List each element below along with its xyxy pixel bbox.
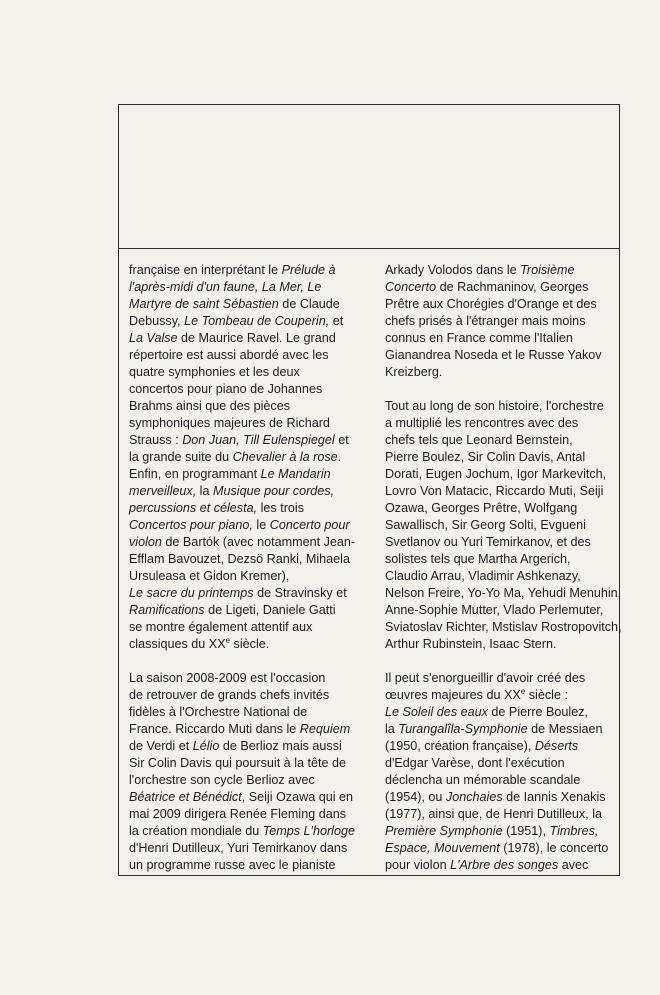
text-line xyxy=(129,279,367,296)
text-line xyxy=(129,466,367,483)
text-line xyxy=(129,415,367,432)
text-run: symphoniques majeures de Richard xyxy=(129,416,330,430)
text-line xyxy=(385,823,621,840)
text-run: . xyxy=(337,450,342,464)
text-run: un programme russe avec le pianiste xyxy=(129,858,336,872)
text-run: Svetlanov ou Yuri Temirkanov, et des xyxy=(385,535,591,549)
text-line xyxy=(385,704,621,721)
text-line xyxy=(385,483,621,500)
text-line xyxy=(129,687,367,704)
text-line xyxy=(385,568,621,585)
right-text-column xyxy=(385,262,621,874)
text-line xyxy=(129,330,367,347)
italic-title: Timbres, xyxy=(549,824,599,838)
text-line xyxy=(129,704,367,721)
text-line xyxy=(129,347,367,364)
text-run: de Berlioz mais aussi xyxy=(219,739,342,753)
text-run: de Verdi et xyxy=(129,739,193,753)
italic-title: Don Juan, Till Eulenspiegel xyxy=(182,433,335,447)
text-run: de Maurice Ravel. Le grand xyxy=(177,331,336,345)
text-line xyxy=(129,568,367,585)
italic-title: violon xyxy=(129,535,162,549)
italic-title: Première Symphonie xyxy=(385,824,503,838)
italic-title: Concerto xyxy=(385,280,437,294)
text-run: de Pierre Boulez, xyxy=(487,705,589,719)
italic-title: Le Soleil des eaux xyxy=(385,705,488,719)
italic-title: percussions et célesta, xyxy=(129,501,258,515)
text-run: l'orchestre son cycle Berlioz avec xyxy=(129,773,315,787)
text-run: Dorati, Eugen Jochum, Igor Markevitch, xyxy=(385,467,607,481)
text-run: La saison 2008-2009 est l'occasion xyxy=(129,671,326,685)
text-line xyxy=(129,585,367,602)
text-line xyxy=(385,585,621,602)
text-run: Gianandrea Noseda et le Russe Yakov xyxy=(385,348,602,362)
text-run: Pierre Boulez, Sir Colin Davis, Antal xyxy=(385,450,586,464)
text-run: le xyxy=(252,518,270,532)
text-line xyxy=(129,551,367,568)
text-line xyxy=(385,721,621,738)
text-line xyxy=(385,279,621,296)
text-run: (1951), xyxy=(502,824,550,838)
text-run: d'Edgar Varèse, dont l'exécution xyxy=(385,756,565,770)
text-line xyxy=(385,670,621,687)
text-line xyxy=(129,738,367,755)
text-line xyxy=(385,517,621,534)
text-run: chefs tels que Leonard Bernstein, xyxy=(385,433,573,447)
text-run: Prêtre aux Chorégies d'Orange et des xyxy=(385,297,597,311)
text-run: française en interprétant le xyxy=(129,263,282,277)
text-line xyxy=(129,381,367,398)
text-run: de Rachmaninov, Georges xyxy=(436,280,589,294)
text-run: Sviatoslav Richter, Mstislav Rostropovitch, xyxy=(385,620,622,634)
text-line xyxy=(129,636,367,653)
text-line xyxy=(385,738,621,755)
text-line xyxy=(129,364,367,381)
text-run: quatre symphonies et les deux xyxy=(129,365,300,379)
text-run: la xyxy=(196,484,213,498)
paragraph-gap xyxy=(385,381,621,398)
text-line xyxy=(385,296,621,313)
text-line xyxy=(129,602,367,619)
text-line xyxy=(129,857,367,874)
text-run: œuvres majeures du XX xyxy=(385,688,521,702)
text-line xyxy=(385,415,621,432)
text-run: Claudio Arrau, Vladimir Ashkenazy, xyxy=(385,569,581,583)
text-run: Kreizberg. xyxy=(385,365,443,379)
text-run: Efflam Bavouzet, Dezsö Ranki, Mihaela xyxy=(129,552,350,566)
text-line xyxy=(129,262,367,279)
text-run: de Ligeti, Daniele Gatti xyxy=(204,603,336,617)
text-line xyxy=(129,500,367,517)
text-run: concertos pour piano de Johannes xyxy=(129,382,323,396)
text-run: les trois xyxy=(257,501,304,515)
text-line xyxy=(129,721,367,738)
text-run: déclencha un mémorable scandale xyxy=(385,773,581,787)
text-line xyxy=(385,466,621,483)
text-run: de retrouver de grands chefs invités xyxy=(129,688,330,702)
italic-title: Troisième xyxy=(520,263,575,277)
text-run: Sir Colin Davis qui poursuit à la tête de xyxy=(129,756,347,770)
paragraph-gap xyxy=(385,653,621,670)
text-run: pour violon xyxy=(385,858,451,872)
text-run: Arkady Volodos dans le xyxy=(385,263,521,277)
text-line xyxy=(385,772,621,789)
italic-title: Prélude à xyxy=(281,263,336,277)
text-line xyxy=(385,840,621,857)
text-run: de Bartók (avec notamment Jean- xyxy=(161,535,356,549)
italic-title: Le Mandarin xyxy=(260,467,331,481)
italic-title: Déserts xyxy=(534,739,579,753)
text-line xyxy=(385,262,621,279)
text-run: (1950, création française), xyxy=(385,739,535,753)
text-line xyxy=(385,449,621,466)
italic-title: merveilleux, xyxy=(129,484,197,498)
text-run: de Messiaen xyxy=(527,722,603,736)
text-line xyxy=(385,806,621,823)
text-line xyxy=(385,330,621,347)
text-run: la création mondiale du xyxy=(129,824,263,838)
superscript: e xyxy=(520,687,526,696)
italic-title: Béatrice et Bénédict xyxy=(129,790,242,804)
text-line xyxy=(385,364,621,381)
text-line xyxy=(129,840,367,857)
italic-title: Turangalîla-Symphonie xyxy=(398,722,528,736)
text-line xyxy=(385,534,621,551)
text-line xyxy=(385,636,621,653)
text-line xyxy=(385,347,621,364)
paragraph-gap xyxy=(129,653,367,670)
text-line xyxy=(129,806,367,823)
text-run: Ursuleasa et Gidon Kremer), xyxy=(129,569,290,583)
text-line xyxy=(129,755,367,772)
italic-title: La Valse xyxy=(129,331,178,345)
text-line xyxy=(129,483,367,500)
italic-title: Le Tombeau de Couperin, xyxy=(184,314,330,328)
text-run: Sawallisch, Sir Georg Solti, Evgueni xyxy=(385,518,586,532)
text-line xyxy=(129,670,367,687)
text-run: mai 2009 dirigera Renée Fleming dans xyxy=(129,807,347,821)
text-line xyxy=(385,789,621,806)
text-run: Tout au long de son histoire, l'orchestre xyxy=(385,399,604,413)
text-line xyxy=(385,313,621,330)
text-run: et xyxy=(334,433,349,447)
text-line xyxy=(129,789,367,806)
text-run: répertoire est aussi abordé avec les xyxy=(129,348,329,362)
text-line xyxy=(129,398,367,415)
italic-title: Chevalier à la rose xyxy=(232,450,338,464)
text-run: connus en France comme l'Italien xyxy=(385,331,573,345)
text-run: (1977), ainsi que, de Henri Dutilleux, la xyxy=(385,807,603,821)
text-line xyxy=(129,619,367,636)
text-line xyxy=(385,857,621,874)
text-line xyxy=(129,772,367,789)
text-line xyxy=(129,534,367,551)
text-line xyxy=(129,432,367,449)
text-run: Lovro Von Matacic, Riccardo Muti, Seiji xyxy=(385,484,604,498)
text-run: Arthur Rubinstein, Isaac Stern. xyxy=(385,637,557,651)
page-frame xyxy=(118,104,620,876)
italic-title: Musique pour cordes, xyxy=(213,484,335,498)
italic-title: Requiem xyxy=(299,722,351,736)
italic-title: Temps L'horloge xyxy=(262,824,355,838)
text-run: de Claude xyxy=(278,297,340,311)
text-line xyxy=(129,313,367,330)
italic-title: Lélio xyxy=(192,739,220,753)
text-line xyxy=(385,500,621,517)
text-run: , Seiji Ozawa qui en xyxy=(241,790,354,804)
text-run: (1978), le concerto xyxy=(499,841,609,855)
text-line xyxy=(385,432,621,449)
superscript: e xyxy=(225,636,231,645)
text-line xyxy=(385,398,621,415)
italic-title: Le sacre du printemps xyxy=(129,586,254,600)
italic-title: Ramifications xyxy=(129,603,205,617)
text-run: la xyxy=(385,722,399,736)
text-line xyxy=(385,687,621,704)
text-run: Debussy, xyxy=(129,314,185,328)
text-run: fidèles à l'Orchestre National de xyxy=(129,705,308,719)
italic-title: Espace, Mouvement xyxy=(385,841,500,855)
text-line xyxy=(385,619,621,636)
text-line xyxy=(129,296,367,313)
italic-title: L'Arbre des songes xyxy=(450,858,559,872)
text-run: France. Riccardo Muti dans le xyxy=(129,722,300,736)
text-line xyxy=(129,517,367,534)
text-run: siècle : xyxy=(525,688,568,702)
text-run: de Stravinsky et xyxy=(253,586,347,600)
text-run: (1954), ou xyxy=(385,790,446,804)
italic-title: l'après-midi d'un faune, La Mer, Le xyxy=(129,280,322,294)
text-run: d'Henri Dutilleux, Yuri Temirkanov dans xyxy=(129,841,348,855)
text-run: siècle. xyxy=(230,637,270,651)
empty-header-box xyxy=(119,105,619,249)
italic-title: Martyre de saint Sébastien xyxy=(129,297,279,311)
text-run: la grande suite du xyxy=(129,450,233,464)
text-run: avec xyxy=(558,858,589,872)
text-line xyxy=(129,823,367,840)
text-line xyxy=(385,755,621,772)
text-run: chefs prisés à l'étranger mais moins xyxy=(385,314,586,328)
text-run: Strauss : xyxy=(129,433,183,447)
text-line xyxy=(385,602,621,619)
text-run: Anne-Sophie Mutter, Vlado Perlemuter, xyxy=(385,603,604,617)
text-run: Il peut s'enorgueillir d'avoir créé des xyxy=(385,671,586,685)
text-line xyxy=(385,551,621,568)
italic-title: Jonchaies xyxy=(445,790,503,804)
text-run: et xyxy=(329,314,344,328)
text-run: Ozawa, Georges Prêtre, Wolfgang xyxy=(385,501,578,515)
text-run: de Iannis Xenakis xyxy=(502,790,606,804)
italic-title: Concerto pour xyxy=(269,518,350,532)
text-run: solistes tels que Martha Argerich, xyxy=(385,552,571,566)
text-run: a multiplié les rencontres avec des xyxy=(385,416,579,430)
left-text-column xyxy=(129,262,367,874)
italic-title: Concertos pour piano, xyxy=(129,518,253,532)
text-line xyxy=(129,449,367,466)
text-run: se montre également attentif aux xyxy=(129,620,313,634)
text-run: Nelson Freire, Yo-Yo Ma, Yehudi Menuhin, xyxy=(385,586,622,600)
text-run: Enfin, en programmant xyxy=(129,467,261,481)
text-run: Brahms ainsi que des pièces xyxy=(129,399,291,413)
text-run: classiques du XX xyxy=(129,637,226,651)
